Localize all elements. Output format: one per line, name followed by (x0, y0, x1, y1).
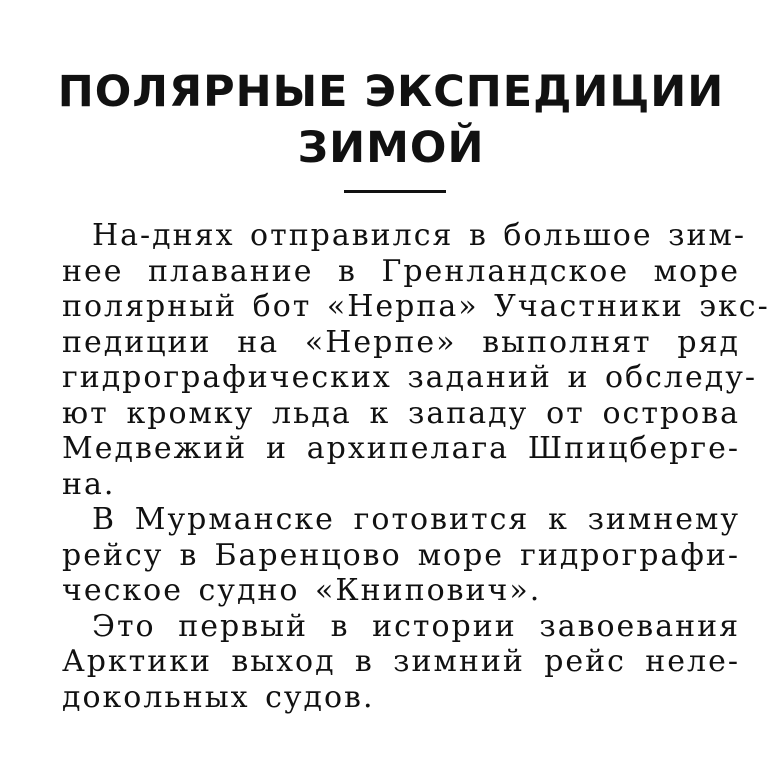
headline (0, 64, 782, 176)
text-line: на. (62, 466, 116, 502)
text-line: педиции на «Нерпе» выполнят ряд (62, 324, 740, 360)
text-line: Это первый в истории завоевания (92, 608, 740, 644)
text-line: На-днях отправился в большое зим- (92, 218, 746, 253)
text-line: полярный бот «Нерпа» Участники экс- (62, 289, 770, 324)
paragraph-3 (62, 609, 740, 716)
text-line: докольных судов. (62, 679, 375, 715)
article-body (62, 218, 770, 715)
text-line: Медвежий и архипелага Шпицберге- (62, 431, 740, 466)
text-line: рейсу в Баренцово море гидрографи- (62, 537, 740, 573)
paragraph-2 (62, 502, 740, 609)
text-line: гидрографических заданий и обследу- (62, 360, 757, 395)
headline-line-1: ПОЛЯРНЫЕ ЭКСПЕДИЦИИ (57, 67, 725, 117)
headline-line-2: ЗИМОЙ (297, 123, 485, 173)
headline-divider (344, 190, 446, 193)
text-line: ют кромку льда к западу от острова (62, 395, 740, 431)
text-line: В Мурманске готовится к зимнему (92, 502, 740, 537)
paragraph-1 (62, 218, 770, 502)
text-line: нее плавание в Гренландское море (62, 253, 740, 289)
text-line: ческое судно «Книпович». (62, 573, 542, 608)
text-line: Арктики выход в зимний рейс неле- (62, 644, 740, 679)
